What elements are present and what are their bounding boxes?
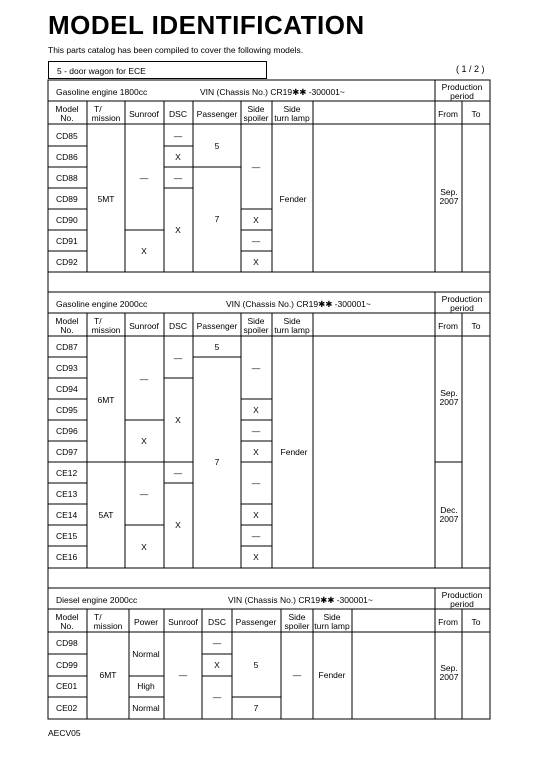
dsc-cell: — (173, 353, 183, 363)
passenger-cell: 5 (214, 141, 220, 151)
passenger-cell: 5 (214, 342, 220, 352)
page-title: MODEL IDENTIFICATION (48, 10, 365, 40)
model-cell: CD86 (56, 152, 78, 162)
page-subtitle: This parts catalog has been compiled to cover the following models. (48, 45, 304, 55)
model-cell: CE16 (56, 552, 78, 562)
col-dsc: DSC (208, 617, 226, 627)
power-cell: Normal (132, 703, 160, 713)
model-cell: CE01 (56, 681, 78, 691)
spoiler-cell: X (253, 510, 259, 520)
passenger-cell: 5 (253, 660, 259, 670)
body-section-2 (56, 342, 459, 562)
col-model-no: Model (55, 104, 79, 114)
col-side-spoiler-sub: spoiler (243, 113, 269, 123)
col-model-no: Model (55, 316, 79, 326)
section-diesel-2000 (48, 588, 490, 719)
col-to: To (471, 617, 481, 627)
spoiler-cell: — (251, 478, 261, 488)
col-to: To (471, 321, 481, 331)
model-cell: CE02 (56, 703, 78, 713)
model-cell: CD90 (56, 215, 78, 225)
col-production: Production (441, 294, 483, 304)
model-cell: CD91 (56, 236, 78, 246)
spoiler-cell: — (251, 162, 261, 172)
from-cell: 2007 (439, 196, 459, 206)
model-box: 5 - door wagon for ECE (48, 61, 267, 79)
col-tmission: T/ (94, 612, 102, 622)
model-cell: CD98 (56, 638, 78, 648)
dsc-cell: — (173, 468, 183, 478)
dsc-cell: X (175, 152, 181, 162)
col-from: From (438, 617, 458, 627)
col-dsc: DSC (169, 321, 187, 331)
dsc-cell: X (175, 225, 181, 235)
col-side-turn-sub: turn lamp (274, 325, 310, 335)
vin-label: VIN (Chassis No.) CR19✱✱ -300001~ (228, 595, 373, 605)
spoiler-cell: X (253, 447, 259, 457)
col-sunroof: Sunroof (129, 321, 159, 331)
passenger-cell: 7 (214, 457, 220, 467)
body-section-3 (56, 638, 459, 713)
sunroof-cell: — (139, 173, 149, 183)
model-cell: CD88 (56, 173, 78, 183)
turn-lamp-cell: Fender (279, 194, 307, 204)
page-indicator: ( 1 / 2 ) (456, 64, 485, 74)
engine-label: Gasoline engine 2000cc (56, 299, 148, 309)
sunroof-cell: — (139, 374, 149, 384)
col-production: Production (441, 590, 483, 600)
col-sunroof: Sunroof (168, 617, 198, 627)
sunroof-cell: — (139, 489, 149, 499)
col-side-turn-sub: turn lamp (274, 113, 310, 123)
model-cell: CD99 (56, 660, 78, 670)
model-cell: CD87 (56, 342, 78, 352)
spoiler-cell: X (253, 215, 259, 225)
spoiler-cell: — (292, 670, 302, 680)
col-side-spoiler: Side (288, 612, 306, 622)
model-cell: CD95 (56, 405, 78, 415)
col-model-no-sub: No. (60, 113, 74, 123)
col-model-no: Model (55, 612, 79, 622)
from-cell: Dec. (440, 505, 458, 515)
model-cell: CE13 (56, 489, 78, 499)
col-side-spoiler-sub: spoiler (243, 325, 269, 335)
col-tmission-sub: mission (91, 325, 121, 335)
col-side-turn: Side (283, 104, 301, 114)
col-side-turn: Side (323, 612, 341, 622)
sunroof-cell: — (178, 670, 188, 680)
col-from: From (438, 109, 458, 119)
from-cell: 2007 (439, 514, 459, 524)
col-side-turn-sub: turn lamp (314, 621, 350, 631)
col-tmission: T/ (94, 316, 102, 326)
model-cell: CD85 (56, 131, 78, 141)
sunroof-cell: X (141, 246, 147, 256)
col-production: Production (441, 82, 483, 92)
from-cell: Sep. (440, 663, 458, 673)
dsc-cell: X (214, 660, 220, 670)
power-cell: High (137, 681, 155, 691)
turn-lamp-cell: Fender (280, 447, 308, 457)
col-production-sub: period (450, 599, 474, 609)
passenger-cell: 7 (253, 703, 259, 713)
col-side-spoiler: Side (247, 316, 265, 326)
turn-lamp-cell: Fender (318, 670, 346, 680)
spoiler-cell: — (251, 531, 261, 541)
model-cell: CD92 (56, 257, 78, 267)
passenger-cell: 7 (214, 214, 220, 224)
col-dsc: DSC (169, 109, 187, 119)
power-cell: Normal (132, 649, 160, 659)
vin-label: VIN (Chassis No.) CR19✱✱ -300001~ (226, 299, 371, 309)
engine-label: Gasoline engine 1800cc (56, 87, 148, 97)
dsc-cell: — (212, 638, 222, 648)
col-passenger: Passenger (235, 617, 277, 627)
spoiler-cell: X (253, 405, 259, 415)
model-cell: CD89 (56, 194, 78, 204)
body-section-1 (56, 131, 459, 267)
model-cell: CE14 (56, 510, 78, 520)
section-gasoline-2000 (48, 292, 490, 588)
col-side-turn: Side (283, 316, 301, 326)
dsc-cell: X (175, 415, 181, 425)
model-cell: CD96 (56, 426, 78, 436)
spoiler-cell: — (251, 426, 261, 436)
from-cell: 2007 (439, 397, 459, 407)
col-passenger: Passenger (196, 109, 238, 119)
spoiler-cell: — (251, 236, 261, 246)
dsc-cell: — (212, 692, 222, 702)
from-cell: 2007 (439, 672, 459, 682)
model-cell: CD97 (56, 447, 78, 457)
dsc-cell: — (173, 173, 183, 183)
col-from: From (438, 321, 458, 331)
col-side-spoiler: Side (247, 104, 265, 114)
col-production-sub: period (450, 91, 474, 101)
spoiler-cell: X (253, 552, 259, 562)
spoiler-cell: — (251, 363, 261, 373)
col-model-no-sub: No. (60, 325, 74, 335)
footer-code: AECV05 (48, 728, 81, 738)
dsc-cell: X (175, 520, 181, 530)
model-cell: CD94 (56, 384, 78, 394)
tmission-cell: 5MT (97, 194, 115, 204)
col-tmission-sub: mission (91, 113, 121, 123)
engine-label: Diesel engine 2000cc (56, 595, 138, 605)
from-cell: Sep. (440, 388, 458, 398)
model-cell: CE12 (56, 468, 78, 478)
col-tmission: T/ (94, 104, 102, 114)
col-tmission-sub: mission (93, 621, 123, 631)
tmission-cell: 6MT (99, 670, 117, 680)
dsc-cell: — (173, 131, 183, 141)
model-cell: CE15 (56, 531, 78, 541)
tmission-cell: 6MT (97, 395, 115, 405)
section-gasoline-1800 (48, 80, 490, 292)
tmission-cell: 5AT (98, 510, 114, 520)
col-model-no-sub: No. (60, 621, 74, 631)
model-cell: CD93 (56, 363, 78, 373)
col-sunroof: Sunroof (129, 109, 159, 119)
from-cell: Sep. (440, 187, 458, 197)
col-power: Power (133, 617, 159, 627)
sunroof-cell: X (141, 436, 147, 446)
vin-label: VIN (Chassis No.) CR19✱✱ -300001~ (200, 87, 345, 97)
col-production-sub: period (450, 303, 474, 313)
col-to: To (471, 109, 481, 119)
col-passenger: Passenger (196, 321, 238, 331)
sunroof-cell: X (141, 542, 147, 552)
spoiler-cell: X (253, 257, 259, 267)
col-side-spoiler-sub: spoiler (284, 621, 310, 631)
